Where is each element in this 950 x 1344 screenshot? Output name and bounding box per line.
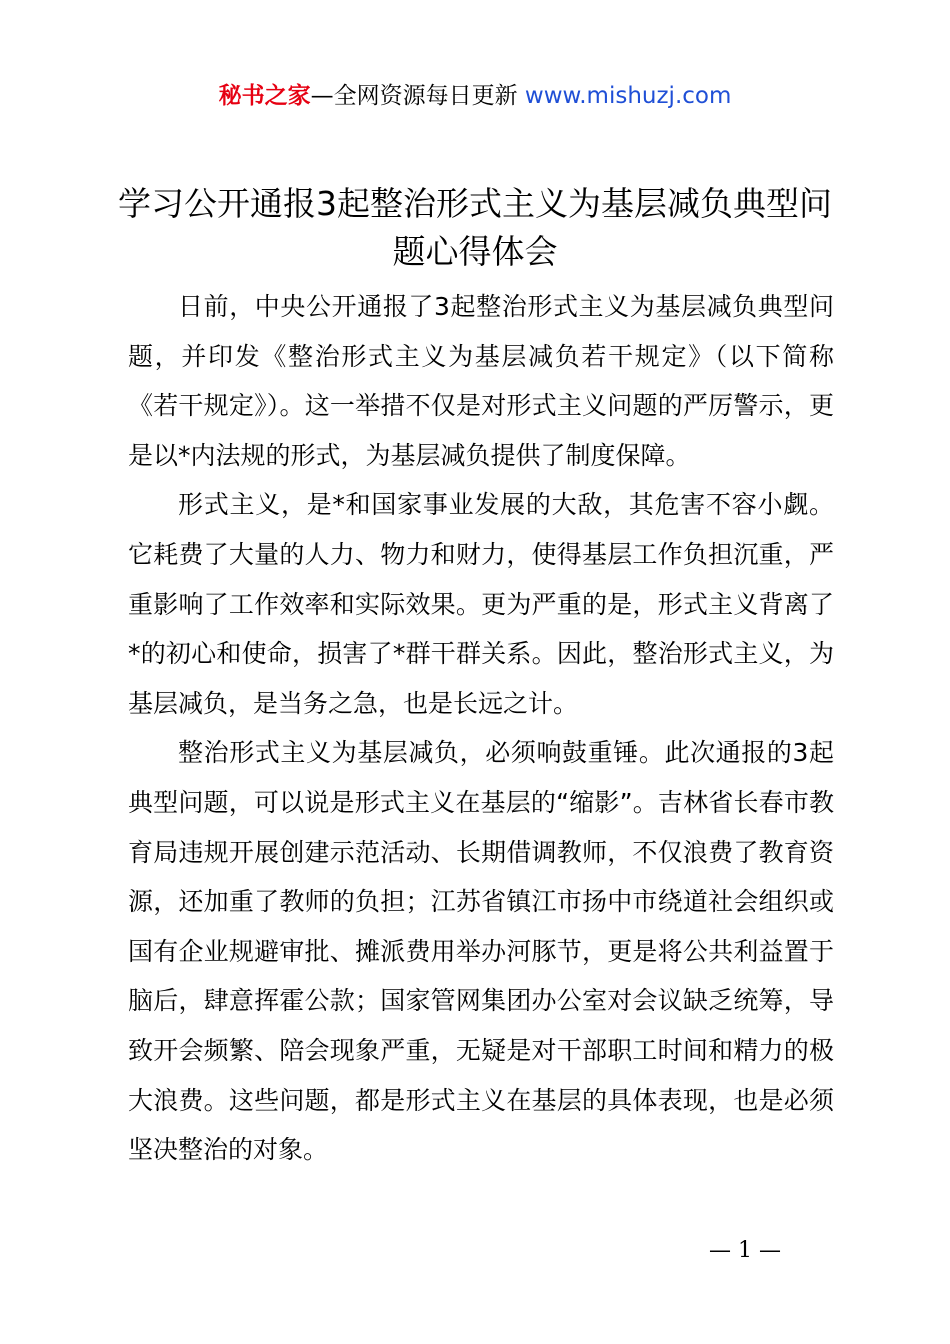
brand-slogan: —全网资源每日更新 <box>310 83 518 109</box>
paragraph: 日前，中央公开通报了3起整治形式主义为基层减负典型问题，并印发《整治形式主义为基层减负若干规定》（以下简称《若干规定》）。这一举措不仅是对形式主义问题的严厉警示，更是以*内法规的形式，为基层减负提供了制度保障。 <box>128 292 834 470</box>
site-header <box>0 80 950 112</box>
document-body <box>128 282 834 1175</box>
document-title: 学习公开通报3起整治形式主义为基层减负典型问题心得体会 <box>118 184 832 271</box>
site-url[interactable]: www.mishuzj.com <box>524 83 732 109</box>
page-number: — 1 — <box>709 1238 781 1263</box>
paragraph: 整治形式主义为基层减负，必须响鼓重锤。此次通报的3起典型问题，可以说是形式主义在基层的“缩影”。吉林省长春市教育局违规开展创建示范活动、长期借调教师，不仅浪费了教育资源，还加重了教师的负担；江苏省镇江市扬中市绕道社会组织或国有企业规避审批、摊派费用举办河豚节，更是将公共利益置于脑后，肆意挥霍公款；国家管网集团办公室对会议缺乏统筹，导致开会频繁、陪会现象严重，无疑是对干部职工时间和精力的极大浪费。这些问题，都是形式主义在基层的具体表现，也是必须坚决整治的对象。 <box>128 738 834 1165</box>
brand-name: 秘书之家 <box>218 83 311 109</box>
paragraph: 形式主义，是*和国家事业发展的大敌，其危害不容小觑。它耗费了大量的人力、物力和财力，使得基层工作负担沉重，严重影响了工作效率和实际效果。更为严重的是，形式主义背离了*的初心和使命，损害了*群干群关系。因此，整治形式主义，为基层减负，是当务之急，也是长远之计。 <box>128 490 834 718</box>
